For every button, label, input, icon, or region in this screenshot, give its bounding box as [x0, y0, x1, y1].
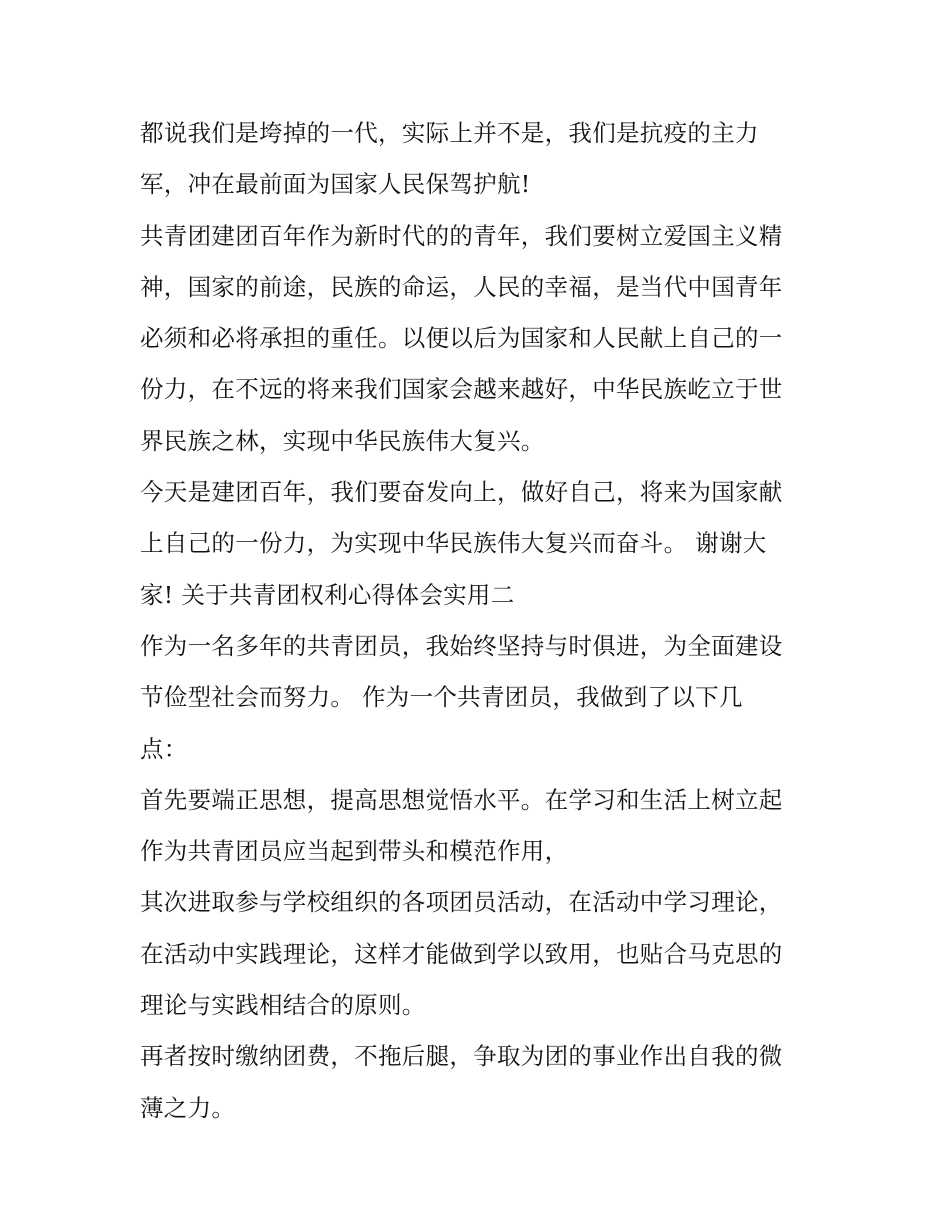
text-line: 薄之力。: [140, 1093, 236, 1122]
text-line: 军，冲在最前面为国家人民保驾护航!: [140, 170, 531, 199]
text-line: 在活动中实践理论，这样才能做到学以致用，也贴合马克思的: [140, 939, 783, 968]
document-body: [140, 108, 820, 1134]
text-line: 界民族之林，实现中华民族伟大复兴。: [140, 426, 545, 455]
text-line: 再者按时缴纳团费，不拖后腿，争取为团的事业作出自我的微: [140, 1042, 783, 1071]
text-line: 节俭型社会而努力。 作为一个共青团员，我做到了以下几: [140, 683, 743, 712]
text-line: 今天是建团百年，我们要奋发向上，做好自己，将来为国家献: [140, 478, 783, 507]
text-line: 上自己的一份力，为实现中华民族伟大复兴而奋斗。 谢谢大: [140, 529, 767, 558]
text-line: 其次进取参与学校组织的各项团员活动，在活动中学习理论，: [140, 888, 783, 917]
text-line: 理论与实践相结合的原则。: [140, 991, 426, 1020]
text-line: 神，国家的前途，民族的命运，人民的幸福，是当代中国青年: [140, 272, 783, 301]
text-line: 份力，在不远的将来我们国家会越来越好，中华民族屹立于世: [140, 375, 783, 404]
text-line: 作为一名多年的共青团员，我始终坚持与时俱进，为全面建设: [140, 631, 783, 660]
text-line: 首先要端正思想，提高思想觉悟水平。在学习和生活上树立起: [140, 785, 783, 814]
text-line: 都说我们是垮掉的一代，实际上并不是，我们是抗疫的主力: [140, 119, 759, 147]
text-line: 必须和必将承担的重任。以便以后为国家和人民献上自己的一: [140, 324, 783, 353]
text-line: 点：: [140, 734, 188, 763]
text-line: 家! 关于共青团权利心得体会实用二: [140, 580, 515, 609]
text-line: 共青团建团百年作为新时代的的青年，我们要树立爱国主义精: [140, 221, 783, 250]
text-line: 作为共青团员应当起到带头和模范作用，: [140, 837, 569, 866]
